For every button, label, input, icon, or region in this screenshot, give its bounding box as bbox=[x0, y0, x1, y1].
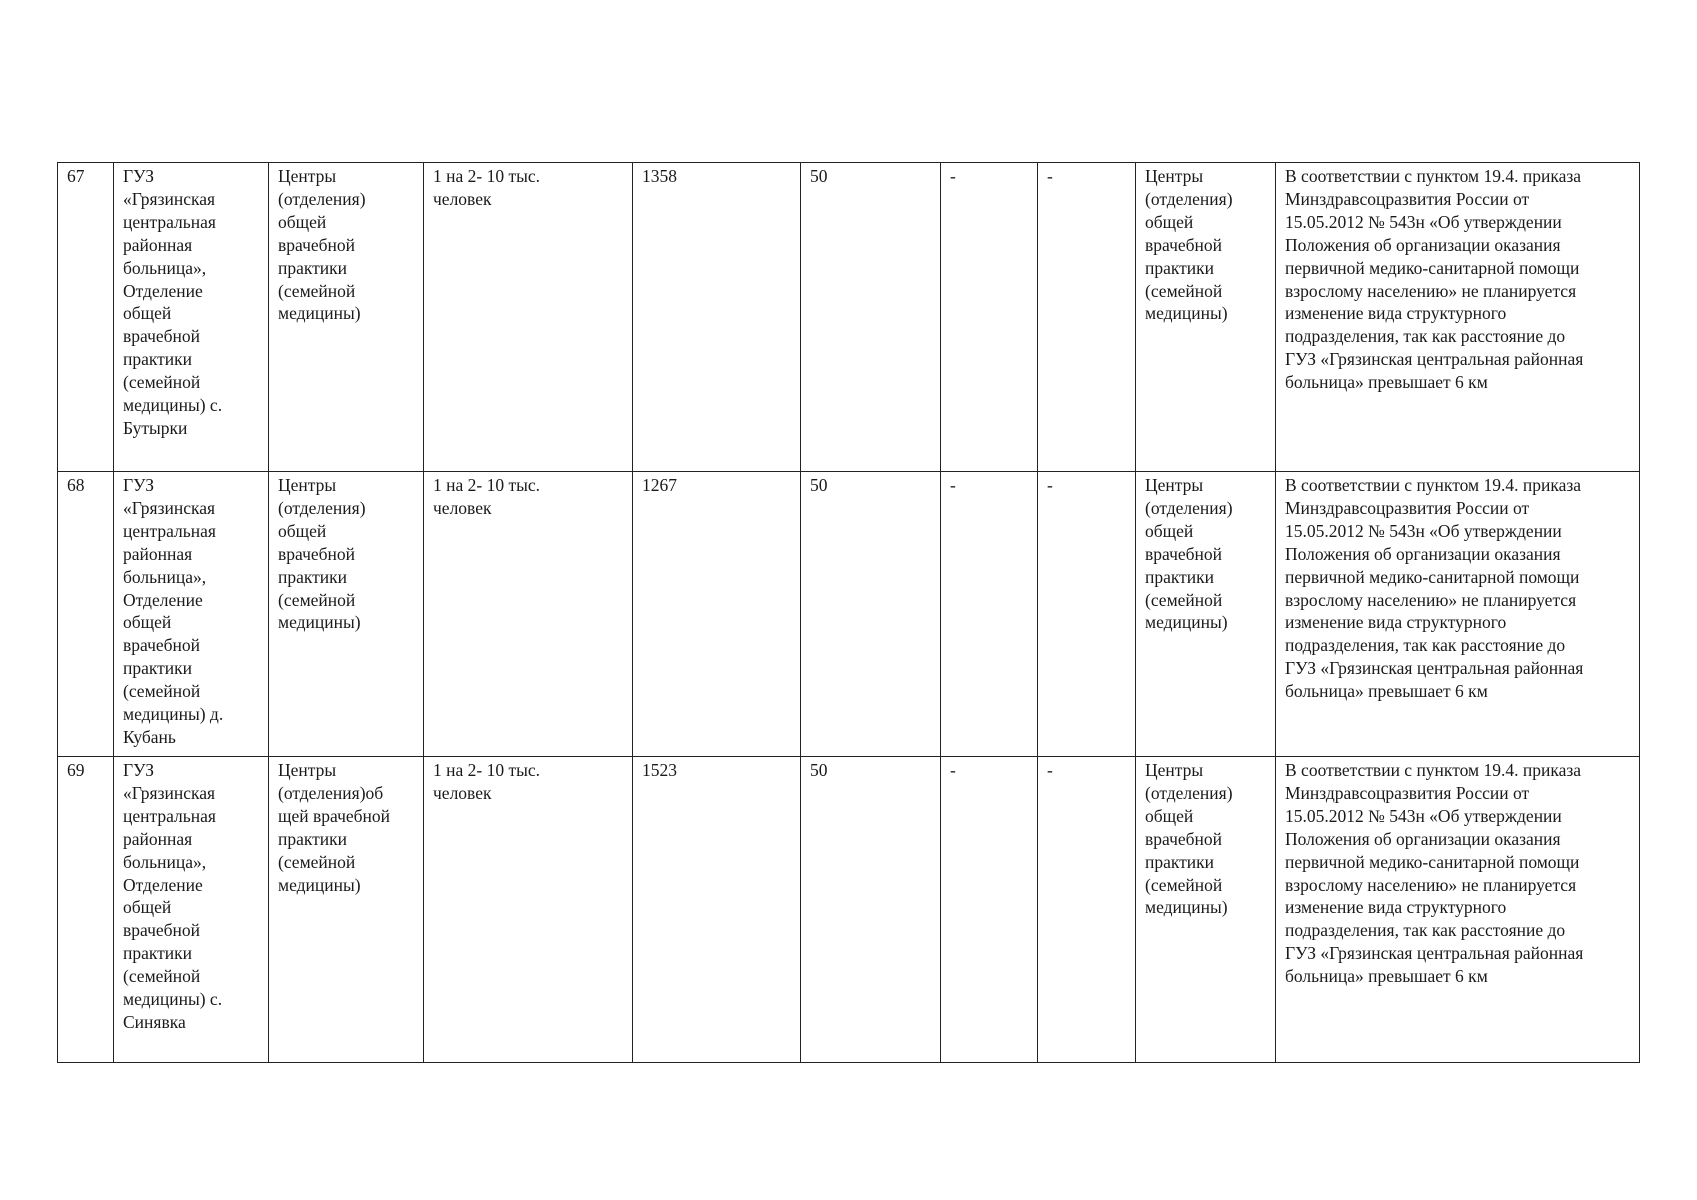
population-cell: 1523 bbox=[633, 757, 801, 1063]
unit-type-cell: Центры (отделения) общей врачебной практики (семейной медицины) bbox=[269, 163, 424, 472]
dash-cell: - bbox=[941, 472, 1038, 757]
note-cell: В соответствии с пунктом 19.4. приказа Минздравсоцразвития России от 15.05.2012 № 543н «Об утверждении Положения об организации оказания первичной медико-санитарной помощи взрослому населению» не планируется изменение вида структурного подразделения, так как расстояние до ГУЗ «Грязинская центральная районная больница» превышает 6 км bbox=[1276, 163, 1640, 472]
note-cell: В соответствии с пунктом 19.4. приказа Минздравсоцразвития России от 15.05.2012 № 543н «Об утверждении Положения об организации оказания первичной медико-санитарной помощи взрослому населению» не планируется изменение вида структурного подразделения, так как расстояние до ГУЗ «Грязинская центральная районная больница» превышает 6 км bbox=[1276, 757, 1640, 1063]
population-cell: 1267 bbox=[633, 472, 801, 757]
distance-cell: 50 bbox=[801, 472, 941, 757]
institution-cell: ГУЗ «Грязинская центральная районная больница», Отделение общей врачебной практики (семейной медицины) с. Бутырки bbox=[114, 163, 269, 472]
planned-type-cell: Центры (отделения) общей врачебной практики (семейной медицины) bbox=[1136, 472, 1276, 757]
institution-cell: ГУЗ «Грязинская центральная районная больница», Отделение общей врачебной практики (семейной медицины) д. Кубань bbox=[114, 472, 269, 757]
unit-type-cell: Центры (отделения)об щей врачебной практики (семейной медицины) bbox=[269, 757, 424, 1063]
unit-type-cell: Центры (отделения) общей врачебной практики (семейной медицины) bbox=[269, 472, 424, 757]
distance-cell: 50 bbox=[801, 163, 941, 472]
norm-cell: 1 на 2- 10 тыс. человек bbox=[424, 472, 633, 757]
row-number-cell: 68 bbox=[58, 472, 114, 757]
table-row bbox=[58, 163, 1640, 472]
row-number-cell: 69 bbox=[58, 757, 114, 1063]
table-row bbox=[58, 472, 1640, 757]
dash-cell: - bbox=[1038, 757, 1136, 1063]
dash-cell: - bbox=[941, 757, 1038, 1063]
facilities-table bbox=[57, 162, 1640, 1063]
norm-cell: 1 на 2- 10 тыс. человек bbox=[424, 757, 633, 1063]
row-number-cell: 67 bbox=[58, 163, 114, 472]
norm-cell: 1 на 2- 10 тыс. человек bbox=[424, 163, 633, 472]
institution-cell: ГУЗ «Грязинская центральная районная больница», Отделение общей врачебной практики (семейной медицины) с. Синявка bbox=[114, 757, 269, 1063]
planned-type-cell: Центры (отделения) общей врачебной практики (семейной медицины) bbox=[1136, 163, 1276, 472]
table-row bbox=[58, 757, 1640, 1063]
population-cell: 1358 bbox=[633, 163, 801, 472]
dash-cell: - bbox=[941, 163, 1038, 472]
note-cell: В соответствии с пунктом 19.4. приказа Минздравсоцразвития России от 15.05.2012 № 543н «Об утверждении Положения об организации оказания первичной медико-санитарной помощи взрослому населению» не планируется изменение вида структурного подразделения, так как расстояние до ГУЗ «Грязинская центральная районная больница» превышает 6 км bbox=[1276, 472, 1640, 757]
dash-cell: - bbox=[1038, 163, 1136, 472]
distance-cell: 50 bbox=[801, 757, 941, 1063]
dash-cell: - bbox=[1038, 472, 1136, 757]
planned-type-cell: Центры (отделения) общей врачебной практики (семейной медицины) bbox=[1136, 757, 1276, 1063]
